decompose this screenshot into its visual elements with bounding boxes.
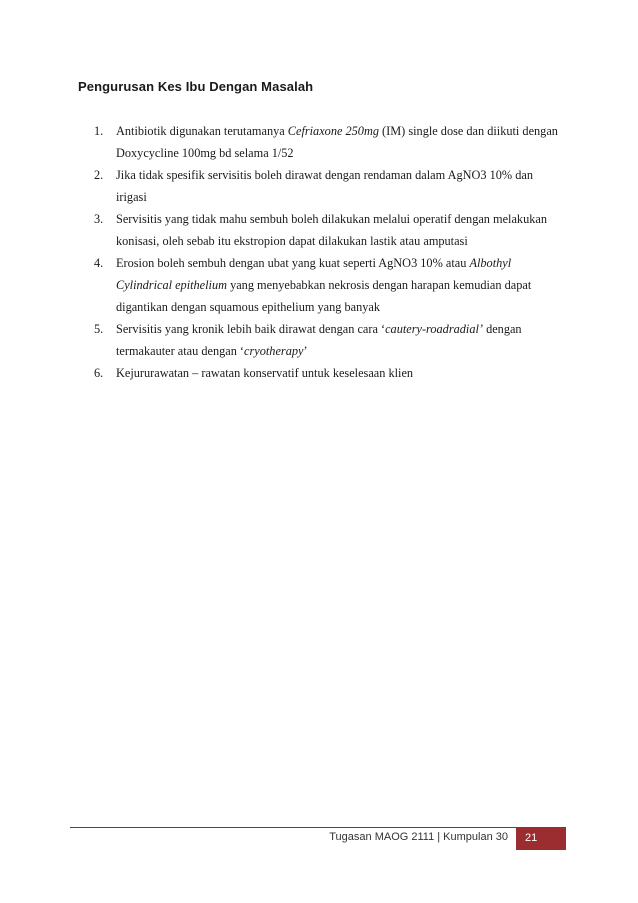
list-item-text: Kejururawatan – rawatan konservatif untuk keselesaan klien (116, 366, 414, 380)
italic-term: cautery-roadradial’ (385, 322, 483, 336)
list-item-text: ’ (303, 344, 308, 358)
list-item-text: Servisitis yang kronik lebih baik dirawat dengan cara ‘ (116, 322, 386, 336)
italic-term: cryotherapy (244, 344, 304, 358)
footer-text: Tugasan MAOG 2111 | Kumpulan 30 (329, 831, 508, 843)
list-item-number: 4. (94, 256, 104, 270)
list-item-text: Antibiotik digunakan terutamanya (116, 124, 288, 138)
list-item (94, 362, 564, 384)
italic-term: Cefriaxone 250mg (287, 124, 379, 138)
list-item-text: yang menyebabkan nekrosis dengan harapan kemudian dapat digantikan dengan squamous epithelium yang banyak (116, 278, 532, 314)
list-item-text: (IM) single dose dan diikuti dengan Doxycycline 100mg bd selama 1/52 (116, 124, 558, 160)
list-item-text: Servisitis yang tidak mahu sembuh boleh dilakukan melalui operatif dengan melakukan konisasi, oleh sebab itu ekstropion dapat dilakukan lastik atau amputasi (116, 212, 547, 248)
italic-term: Albothyl Cylindrical epithelium (116, 256, 512, 292)
list-item-number: 3. (94, 212, 104, 226)
list-item-number: 1. (94, 124, 104, 138)
list-item (94, 164, 564, 208)
page-number-badge (516, 827, 566, 850)
list-item (94, 252, 564, 318)
footer-divider (70, 827, 516, 828)
list-item (94, 208, 564, 252)
list-item (94, 120, 564, 164)
list-item-text: Erosion boleh sembuh dengan ubat yang kuat seperti AgNO3 10% atau (116, 256, 470, 270)
numbered-list (94, 120, 564, 384)
list-item-number: 2. (94, 168, 104, 182)
section-heading: Pengurusan Kes Ibu Dengan Masalah (78, 79, 314, 94)
list-item-number: 6. (94, 366, 104, 380)
list-item-text: Jika tidak spesifik servisitis boleh dirawat dengan rendaman dalam AgNO3 10% dan irigasi (116, 168, 533, 204)
list-item-number: 5. (94, 322, 104, 336)
page-number: 21 (525, 832, 538, 844)
list-item (94, 318, 564, 362)
list-item-text: dengan termakauter atau dengan ‘ (116, 322, 522, 358)
